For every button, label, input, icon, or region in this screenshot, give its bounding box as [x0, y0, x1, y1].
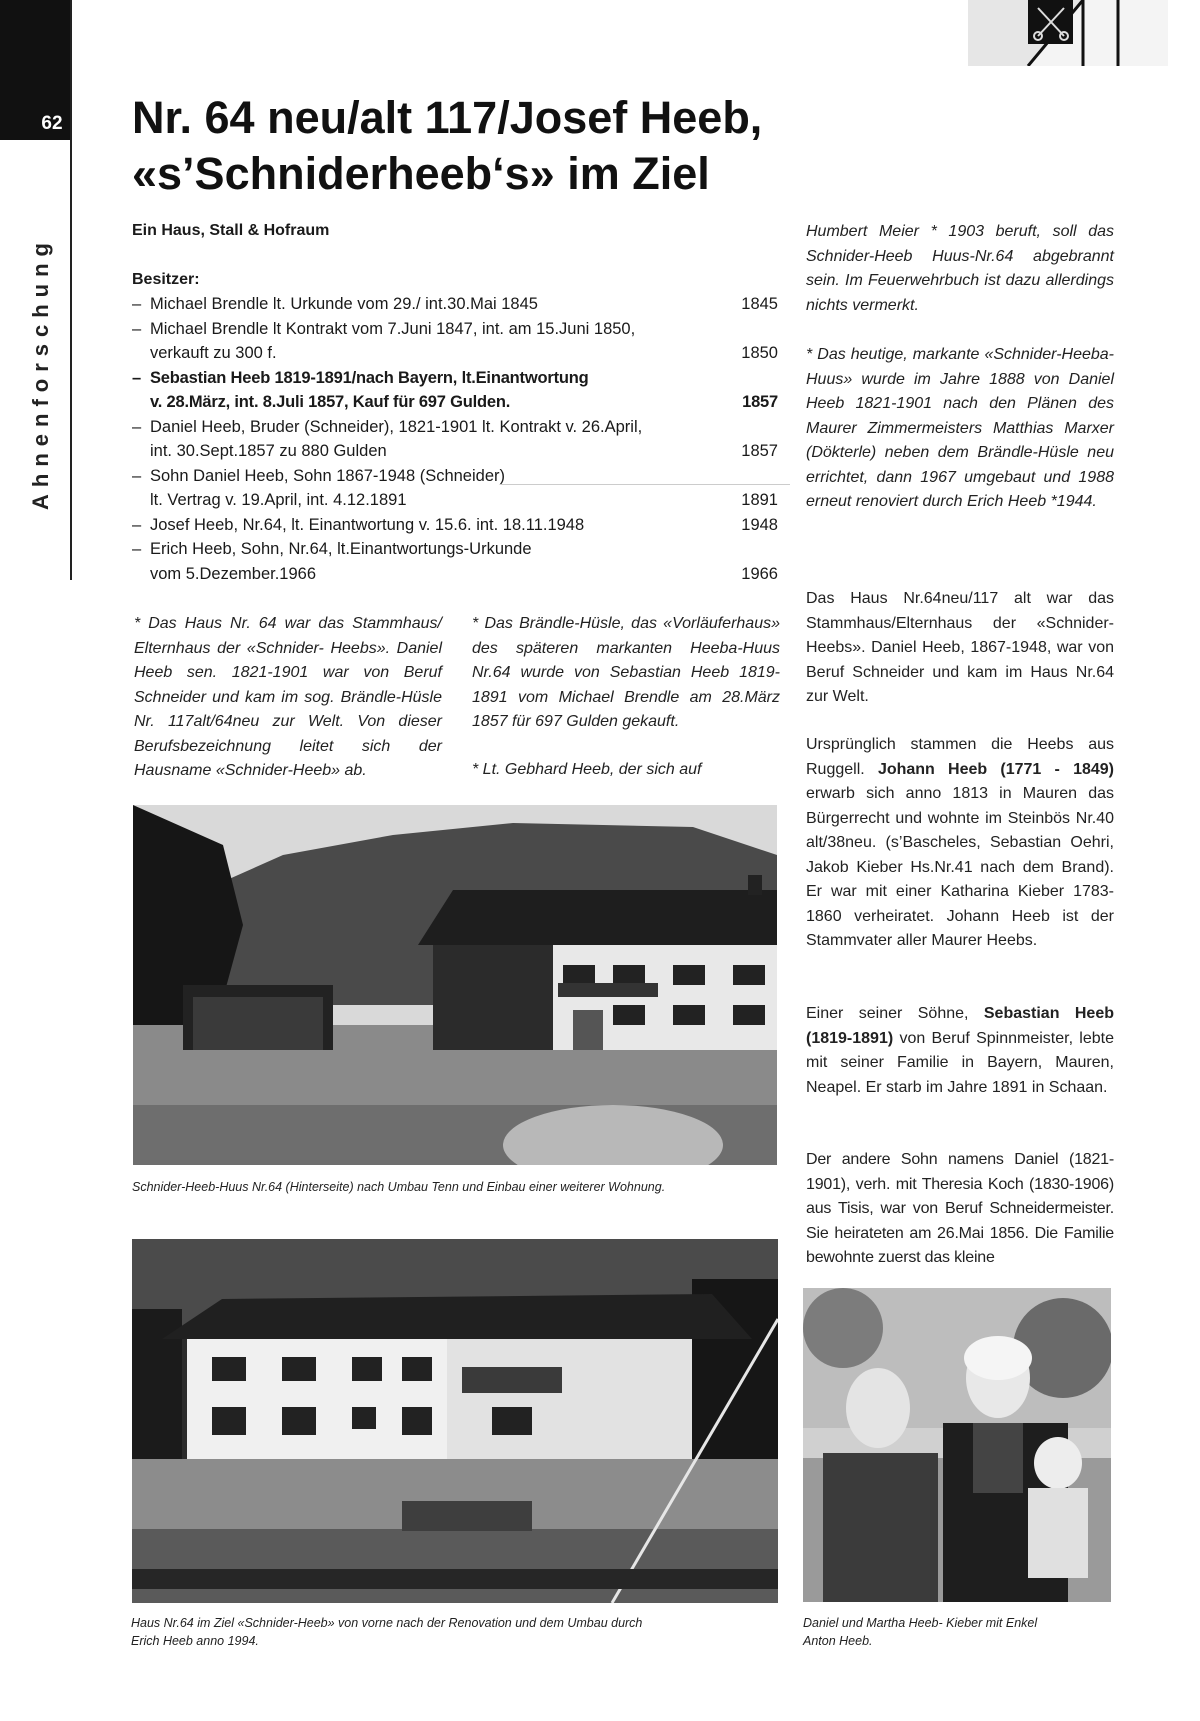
note-gebhard-heeb: * Lt. Gebhard Heeb, der sich auf	[472, 761, 702, 778]
divider-line	[500, 484, 790, 485]
paragraph-sebastian: Einer seiner Söhne, Sebastian Heeb (1819-1891) von Beruf Spinnmeister, lebte mit seiner Familie in Bayern, Mauren, Neapel. Er starb im Jahre 1891 in Schaan.	[806, 1005, 1114, 1096]
owner-year: 1857	[742, 393, 778, 411]
owner-year: 1891	[741, 491, 778, 509]
title-line-1: Nr. 64 neu/alt 117/Josef Heeb,	[132, 92, 763, 143]
paragraph-daniel: Der andere Sohn namens Daniel (1821-1901), verh. mit Theresia Koch (1830-1906) aus Tisis, war von Beruf Schneidermeister. Sie heirateten am 26.Mai 1856. Die Familie bewohnte zuerst das kleine	[806, 1151, 1114, 1266]
owner-entry: – Sohn Daniel Heeb, Sohn 1867-1948 (Schneider) lt. Vertrag v. 19.April, int. 4.12.1891 1891	[132, 464, 778, 513]
owner-year: 1966	[741, 564, 778, 583]
owner-entry: – Michael Brendle lt. Urkunde vom 29./ int.30.Mai 1845 1845	[132, 292, 778, 317]
owner-entry: – Michael Brendle lt Kontrakt vom 7.Juni 1847, int. am 15.Juni 1850, verkauft zu 300 f. 1850	[132, 317, 778, 366]
note-heutige-huus: * Das heutige, markante «Schnider-Heeba- Huus» wurde im Jahre 1888 von Daniel Heeb 1821-1901 nach den Plänen des Maurer Zimmermeisters Matthias Marxer (Dökterle) neben dem Brändle-Hüsle neu errichtet, dann 1967 umgebaut und 1988 erneut renoviert durch Erich Heeb *1944.	[806, 346, 1114, 510]
paragraph-stammhaus: Das Haus Nr.64neu/117 alt war das Stammhaus/Elternhaus der «Schnider-Heebs». Daniel Heeb, 1867-1948, war von Beruf Schneider und kam im Haus Nr.64 zur Welt.	[806, 590, 1114, 705]
page-title	[132, 90, 762, 202]
note-braendle-huesle: * Das Brändle-Hüsle, das «Vorläuferhaus» des späteren markanten Heeba-Huus Nr.64 wurde von Sebastian Heeb 1819-1891 vom Michael Brendle am 28.März 1857 für 697 Gulden gekauft.	[472, 615, 780, 730]
owners-label: Besitzer:	[132, 271, 200, 288]
owner-entry: – Sebastian Heeb 1819-1891/nach Bayern, lt.Einantwortung v. 28.März, int. 8.Juli 1857, Kauf für 697 Gulden. 1857	[132, 366, 778, 415]
owner-year: 1850	[741, 344, 778, 362]
photo-portrait	[803, 1288, 1111, 1602]
caption-portrait: Daniel und Martha Heeb- Kieber mit Enkel Anton Heeb.	[803, 1616, 1038, 1648]
photo-house-front	[132, 1239, 778, 1603]
owner-year: 1857	[741, 442, 778, 460]
owner-entry: – Erich Heeb, Sohn, Nr.64, lt.Einantwortungs-Urkunde vom 5.Dezember.1966 1966	[132, 537, 778, 586]
photo-house-rear	[133, 805, 777, 1165]
owner-year: 1845	[741, 295, 778, 313]
paragraph-ruggell: Ursprünglich stammen die Heebs aus Ruggell. Johann Heeb (1771 - 1849) erwarb sich anno 1813 in Mauren das Bürgerrecht und wohnte im Steinbös Nr.40 alt/38neu. (s’Bascheles, Sebastian Oehri, Jakob Kieber Hs.Nr.41 nach dem Brand). Er war mit einer Katharina Kieber 1783-1860 verheiratet. Johann Heeb ist der Stammvater aller Maurer Heebs.	[806, 736, 1115, 949]
caption-photo-rear: Schnider-Heeb-Huus Nr.64 (Hinterseite) nach Umbau Tenn und Einbau einer weiterer Wohnung.	[132, 1180, 666, 1194]
subtitle: Ein Haus, Stall & Hofraum	[132, 222, 330, 239]
margin-rule	[70, 0, 72, 580]
section-label: Ahnenforschung	[28, 236, 53, 510]
corner-emblem	[968, 0, 1168, 66]
note-humbert-meier: Humbert Meier * 1903 beruft, soll das Schnider-Heeb Huus-Nr.64 abgebrannt sein. Im Feuerwehrbuch ist dazu allerdings nichts vermerkt.	[806, 223, 1114, 314]
owner-entry: – Josef Heeb, Nr.64, lt. Einantwortung v. 15.6. int. 18.11.1948 1948	[132, 513, 778, 538]
owner-year: 1948	[741, 515, 778, 534]
page-number: 62	[34, 108, 70, 140]
note-stammhaus: * Das Haus Nr. 64 war das Stammhaus/ Elternhaus der «Schnider- Heebs». Daniel Heeb sen. 1821-1901 war von Beruf Schneider und kam im sog. Brändle-Hüsle Nr. 117alt/64neu zur Welt. Von dieser Berufsbezeichnung leitet sich der Hausname «Schnider-Heeb» ab.	[134, 615, 442, 779]
owners-list	[132, 292, 778, 586]
caption-photo-front: Haus Nr.64 im Ziel «Schnider-Heeb» von vorne nach der Renovation und dem Umbau durch Erich Heeb anno 1994.	[131, 1616, 643, 1648]
title-line-2: «s’Schniderheeb‘s» im Ziel	[132, 148, 710, 199]
owner-entry: – Daniel Heeb, Bruder (Schneider), 1821-1901 lt. Kontrakt v. 26.April, int. 30.Sept.1857 zu 880 Gulden 1857	[132, 415, 778, 464]
